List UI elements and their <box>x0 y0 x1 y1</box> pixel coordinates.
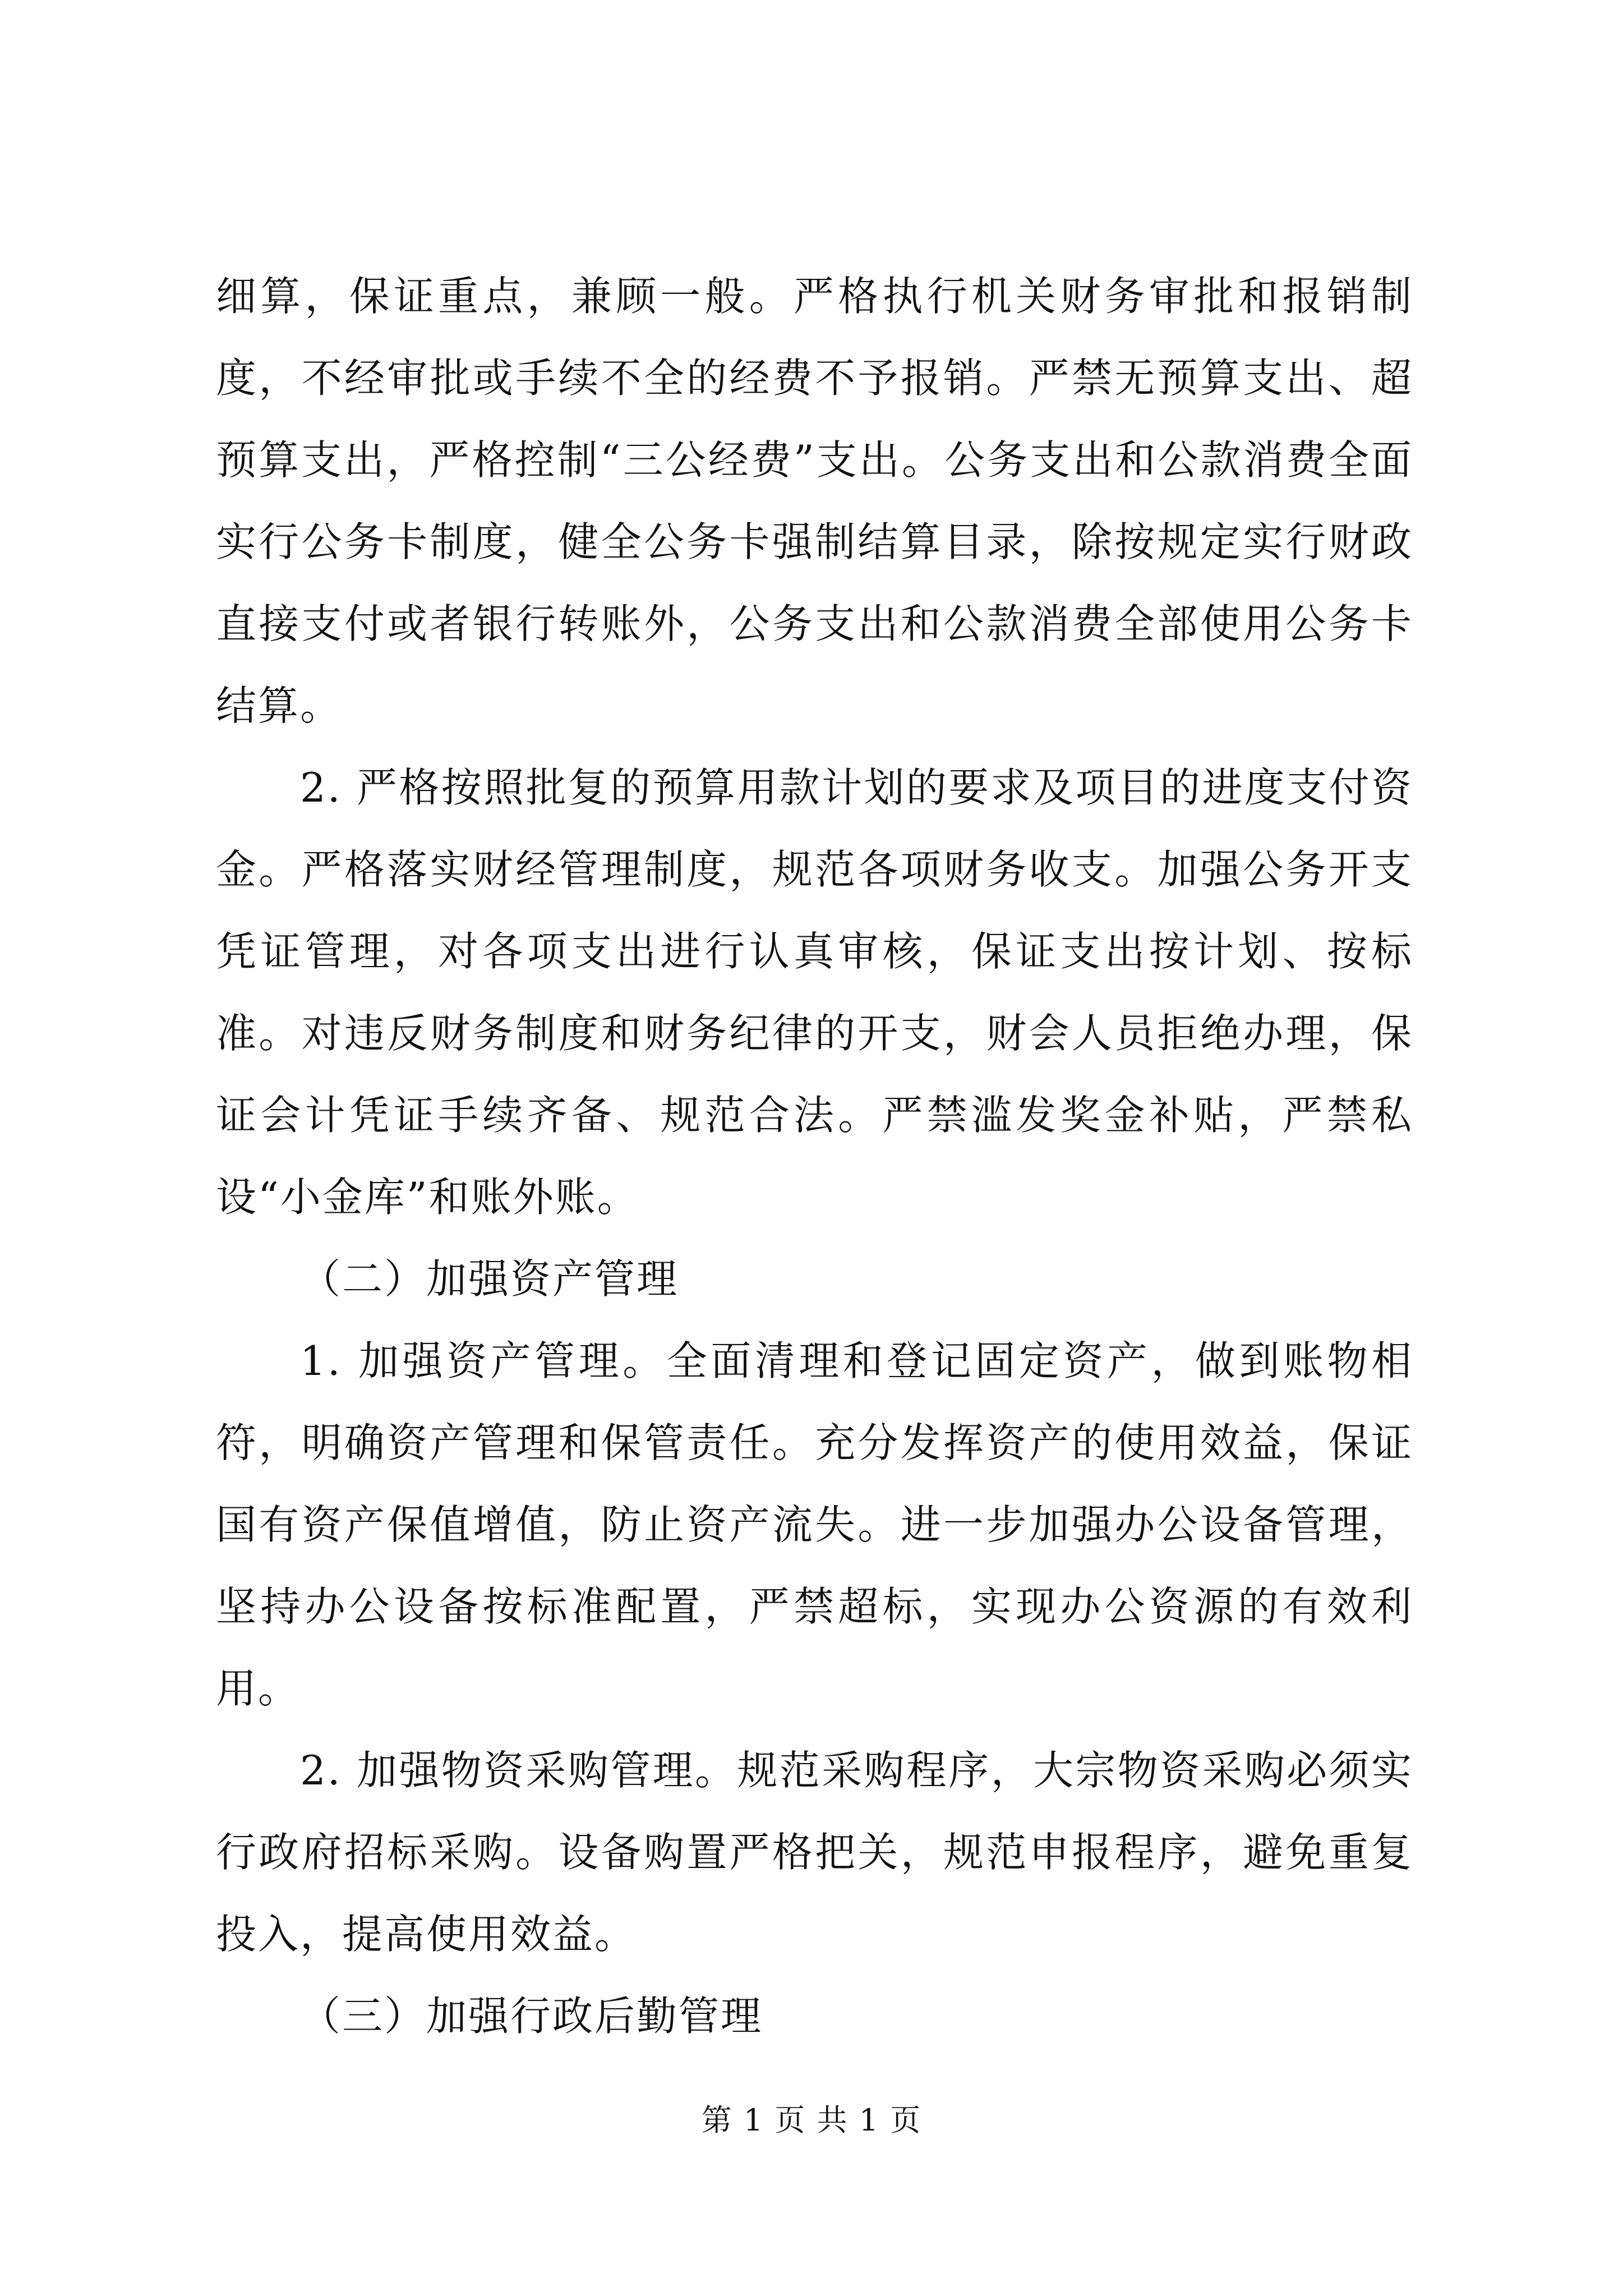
paragraph-item-2-budget: 2. 严格按照批复的预算用款计划的要求及项目的进度支付资金。严格落实财经管理制度，规范各项财务收支。加强公务开支凭证管理，对各项支出进行认真审核，保证支出按计划、按标准。对违反财务制度和财务纪律的开支，财会人员拒绝办理，保证会计凭证手续齐备、规范合法。严禁滥发奖金补贴，严禁私设“小金库”和账外账。 <box>216 764 1413 1221</box>
paragraph-continuation: 细算，保证重点，兼顾一般。严格执行机关财务审批和报销制度，不经审批或手续不全的经费不予报销。严禁无预算支出、超预算支出，严格控制“三公经费”支出。公务支出和公款消费全面实行公务卡制度，健全公务卡强制结算目录，除按规定实行财政直接支付或者银行转账外，公务支出和公款消费全部使用公务卡结算。 <box>216 273 1413 729</box>
paragraph-item-1-assets: 1. 加强资产管理。全面清理和登记固定资产，做到账物相符，明确资产管理和保管责任。充分发挥资产的使用效益，保证国有资产保值增值，防止资产流失。进一步加强办公设备管理，坚持办公设备按标准配置，严禁超标，实现办公资源的有效利用。 <box>216 1337 1413 1712</box>
section-heading-asset-management: （二）加强资产管理 <box>300 1255 679 1303</box>
paragraph-item-2-procurement: 2. 加强物资采购管理。规范采购程序，大宗物资采购必须实行政府招标采购。设备购置严格把关，规范申报程序，避免重复投入，提高使用效益。 <box>216 1747 1413 1958</box>
section-heading-logistics-management: （三）加强行政后勤管理 <box>300 1993 763 2040</box>
document-body <box>216 255 1413 2057</box>
page-number-footer: 第 1 页 共 1 页 <box>701 2102 922 2138</box>
